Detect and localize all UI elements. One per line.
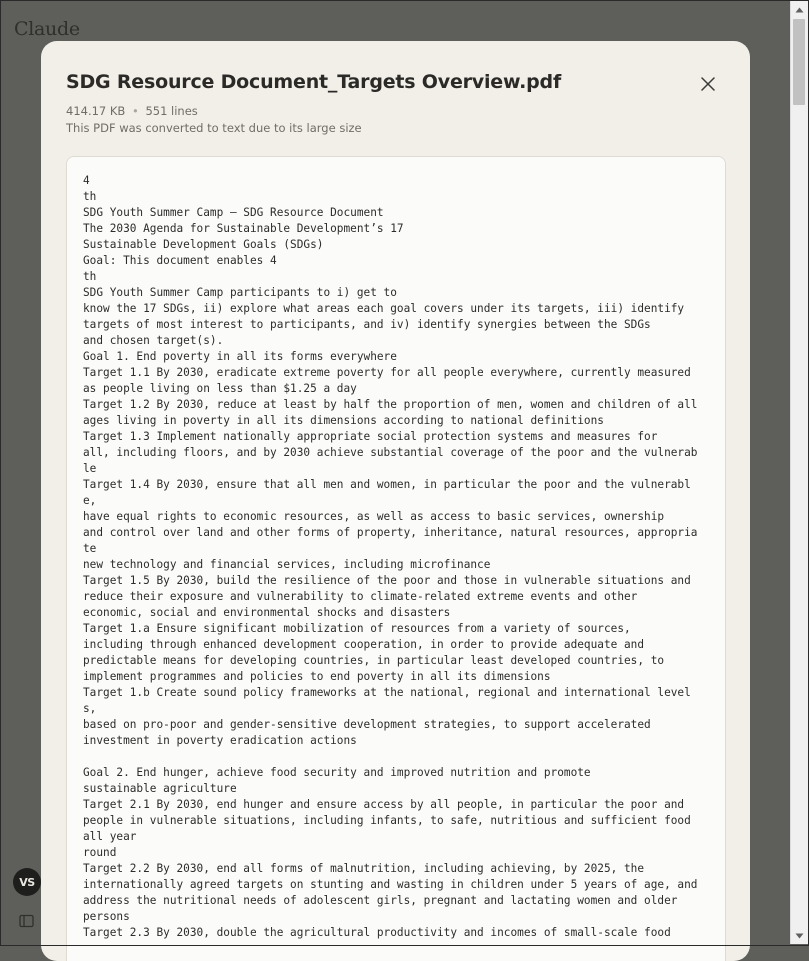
close-icon xyxy=(701,77,715,91)
file-title: SDG Resource Document_Targets Overview.pdf xyxy=(66,71,562,93)
scroll-down-arrow-icon[interactable] xyxy=(791,927,808,944)
meta-separator: • xyxy=(131,104,139,118)
user-avatar[interactable]: VS xyxy=(13,868,41,896)
file-content-panel[interactable] xyxy=(66,156,726,961)
file-content-text: 4 th SDG Youth Summer Camp – SDG Resource Document The 2030 Agenda for Sustainable Development’s 17 Sustainable Development Goals (SDGs) Goal: This document enables 4 th SDG Youth Summer Camp participants to i) get to know the 17 SDGs, ii) explore what areas each goal covers under its targets, iii) identify targets of most interest to participants, and iv) identify synergies between the SDGs and chosen target(s). Goal 1. End poverty in all its forms everywhere Target 1.1 By 2030, eradicate extreme poverty for all people everywhere, currently measured as people living on less than $1.25 a day Target 1.2 By 2030, reduce at least by half the proportion of men, women and children of all ages living in poverty in all its dimensions according to national definitions Target 1.3 Implement nationally appropriate social protection systems and measures for all, including floors, and by 2030 achieve substantial coverage of the poor and the vulnerab le Target 1.4 By 2030, ensure that all men and women, in particular the poor and the vulnerabl e, have equal rights to economic resources, as well as access to basic services, ownership and control over land and other forms of property, inheritance, natural resources, appropria te new technology and financial services, including microfinance Target 1.5 By 2030, build the resilience of the poor and those in vulnerable situations and reduce their exposure and vulnerability to climate-related extreme events and other economic, social and environmental shocks and disasters Target 1.a Ensure significant mobilization of resources from a variety of sources, including through enhanced development cooperation, in order to provide adequate and predictable means for developing countries, in particular least developed countries, to implement programmes and policies to end poverty in all its dimensions Target 1.b Create sound policy frameworks at the national, regional and international level s, based on pro-poor and gender-sensitive development strategies, to support accelerated investment in poverty eradication actions Goal 2. End hunger, achieve food security and improved nutrition and promote sustainable agriculture Target 2.1 By 2030, end hunger and ensure access by all people, in particular the poor and people in vulnerable situations, including infants, to safe, nutritious and sufficient food all year round Target 2.2 By 2030, end all forms of malnutrition, including achieving, by 2025, the internationally agreed targets on stunting and wasting in children under 5 years of age, and address the nutritional needs of adolescent girls, pregnant and lactating women and older persons Target 2.3 By 2030, double the agricultural productivity and incomes of small-scale food xyxy=(83,174,698,939)
scrollbar-thumb[interactable] xyxy=(793,19,805,105)
sidebar-toggle-icon[interactable] xyxy=(19,913,35,927)
conversion-note: This PDF was converted to text due to its large size xyxy=(66,121,362,135)
line-count: 551 lines xyxy=(145,104,198,118)
file-meta xyxy=(66,104,198,118)
scroll-up-arrow-icon[interactable] xyxy=(791,1,808,18)
close-button[interactable] xyxy=(698,74,718,94)
file-preview-modal xyxy=(41,41,750,961)
app-logo: Claude xyxy=(14,18,80,40)
page-scrollbar[interactable] xyxy=(790,1,808,944)
file-size: 414.17 KB xyxy=(66,104,126,118)
